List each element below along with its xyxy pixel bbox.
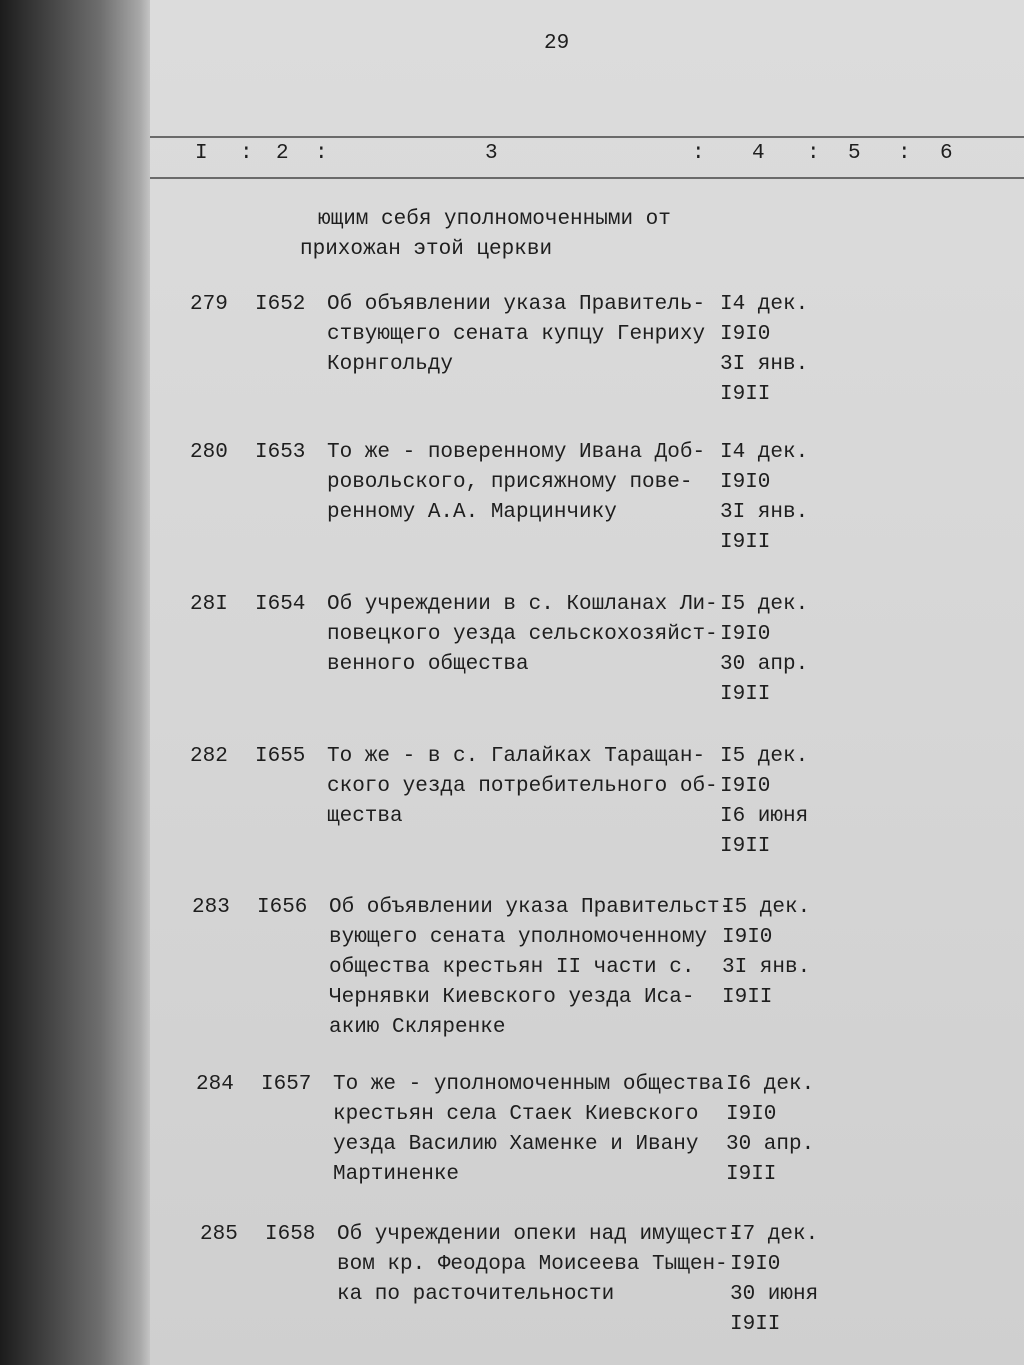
column-header: 4	[752, 142, 765, 165]
entry-description	[337, 1220, 740, 1310]
description-line: ренному А.А. Марцинчику	[327, 501, 617, 524]
column-header: 2	[276, 142, 289, 165]
entry-number: 282	[190, 745, 228, 768]
entry-description	[327, 742, 718, 832]
entry-dates	[720, 438, 808, 558]
description-line: Об объявлении указа Правитель-	[327, 293, 706, 316]
description-line: ровольского, присяжному пове-	[327, 471, 693, 494]
date-line: I9II	[720, 531, 771, 554]
date-line: I9I0	[720, 323, 771, 346]
date-line: I9II	[722, 986, 773, 1009]
file-number: I658	[265, 1223, 316, 1246]
description-line: ка по расточительности	[337, 1283, 615, 1306]
column-separator: :	[898, 142, 911, 165]
description-line: общества крестьян II части с.	[329, 956, 695, 979]
date-line: I9II	[726, 1163, 777, 1186]
description-line: ского уезда потребительного об-	[327, 775, 718, 798]
file-number: I656	[257, 896, 308, 919]
page-number: 29	[544, 32, 570, 55]
description-line: То же - уполномоченным общества	[333, 1073, 724, 1096]
continuation-text	[300, 205, 671, 265]
date-line: I7 дек.	[730, 1223, 819, 1246]
entry-number: 283	[192, 896, 230, 919]
entry-number: 284	[196, 1073, 234, 1096]
file-number: I654	[255, 593, 306, 616]
date-line: I4 дек.	[720, 293, 809, 316]
date-line: 3I янв.	[720, 501, 809, 524]
date-line: I9II	[720, 835, 771, 858]
entry-number: 285	[200, 1223, 238, 1246]
date-line: I9I0	[730, 1253, 781, 1276]
date-line: 30 апр.	[720, 653, 809, 676]
description-line: Об объявлении указа Правительст-	[329, 896, 733, 919]
column-separator: :	[692, 142, 705, 165]
description-line: Мартиненке	[333, 1163, 460, 1186]
file-number: I652	[255, 293, 306, 316]
entry-dates	[720, 590, 808, 710]
description-line: Об учреждении опеки над имущест-	[337, 1223, 741, 1246]
date-line: I9II	[730, 1313, 781, 1336]
entry-dates	[722, 893, 810, 1013]
description-line: То же - в с. Галайках Таращан-	[327, 745, 706, 768]
date-line: I9I0	[722, 926, 773, 949]
description-line: щества	[327, 805, 403, 828]
entry-dates	[720, 742, 808, 862]
description-line: повецкого уезда сельскохозяйст-	[327, 623, 718, 646]
entry-description	[329, 893, 732, 1043]
entry-description	[327, 590, 718, 680]
column-separator: :	[807, 142, 820, 165]
column-separator: :	[240, 142, 253, 165]
header-rule-bottom	[150, 177, 1024, 179]
date-line: I4 дек.	[720, 441, 809, 464]
date-line: I9I0	[720, 471, 771, 494]
description-line: вом кр. Феодора Моисеева Тыщен-	[337, 1253, 728, 1276]
date-line: I9II	[720, 383, 771, 406]
column-header: I	[195, 142, 208, 165]
file-number: I655	[255, 745, 306, 768]
date-line: I5 дек.	[720, 745, 809, 768]
entry-description	[333, 1070, 724, 1190]
date-line: 3I янв.	[722, 956, 811, 979]
date-line: I9I0	[720, 775, 771, 798]
column-header: 5	[848, 142, 861, 165]
date-line: 30 апр.	[726, 1133, 815, 1156]
description-line: Об учреждении в с. Кошланах Ли-	[327, 593, 718, 616]
file-number: I657	[261, 1073, 312, 1096]
file-number: I653	[255, 441, 306, 464]
column-separator: :	[315, 142, 328, 165]
column-header: 3	[485, 142, 498, 165]
column-header: 6	[940, 142, 953, 165]
description-line: ствующего сената купцу Генриху	[327, 323, 706, 346]
date-line: I9I0	[726, 1103, 777, 1126]
description-line: вующего сената уполномоченному	[329, 926, 708, 949]
header-rule-top	[150, 136, 1024, 138]
date-line: I5 дек.	[722, 896, 811, 919]
date-line: 3I янв.	[720, 353, 809, 376]
text-line: прихожан этой церкви	[300, 238, 553, 261]
entry-number: 279	[190, 293, 228, 316]
description-line: То же - поверенному Ивана Доб-	[327, 441, 706, 464]
date-line: I9II	[720, 683, 771, 706]
description-line: акию Скляренке	[329, 1016, 506, 1039]
book-gutter	[0, 0, 150, 1365]
description-line: крестьян села Стаек Киевского	[333, 1103, 699, 1126]
text-line: ющим себя уполномоченными от	[318, 208, 671, 231]
date-line: I5 дек.	[720, 593, 809, 616]
description-line: Чернявки Киевского уезда Иса-	[329, 986, 695, 1009]
date-line: I6 июня	[720, 805, 809, 828]
entry-description	[327, 438, 705, 528]
date-line: I6 дек.	[726, 1073, 815, 1096]
entry-dates	[726, 1070, 814, 1190]
date-line: 30 июня	[730, 1283, 819, 1306]
description-line: венного общества	[327, 653, 529, 676]
entry-dates	[720, 290, 808, 410]
date-line: I9I0	[720, 623, 771, 646]
entry-number: 280	[190, 441, 228, 464]
description-line: Корнгольду	[327, 353, 454, 376]
description-line: уезда Василию Хаменке и Ивану	[333, 1133, 699, 1156]
entry-number: 28I	[190, 593, 228, 616]
entry-description	[327, 290, 705, 380]
entry-dates	[730, 1220, 818, 1340]
